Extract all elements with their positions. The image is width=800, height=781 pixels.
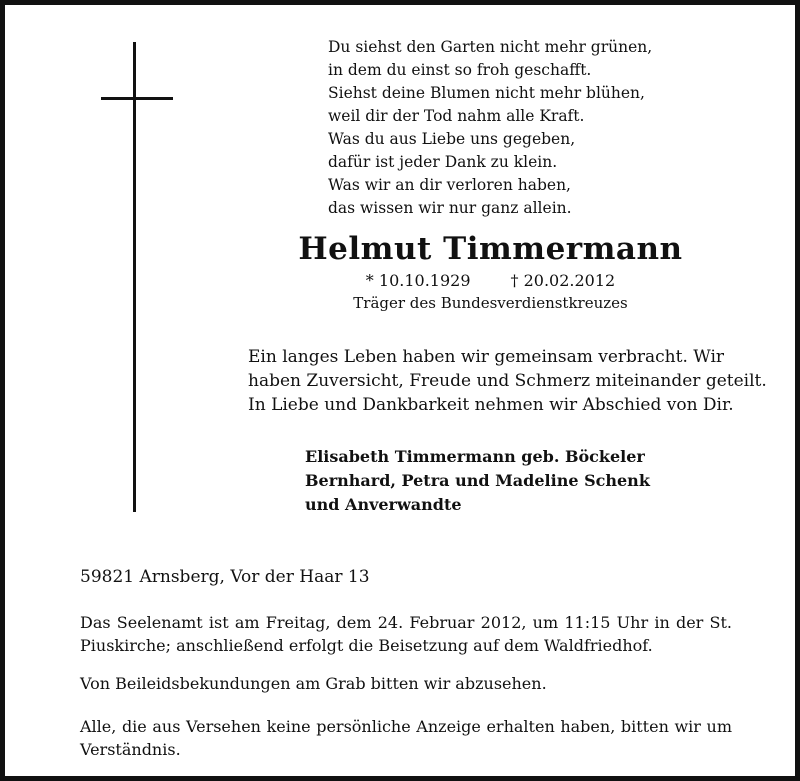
funeral-info: Das Seelenamt ist am Freitag, dem 24. Februar 2012, um 11:15 Uhr in der St. Piuskirche; anschließend erfolgt die Beisetzung auf dem Waldfriedhof. xyxy=(80,613,732,655)
poem-line: das wissen wir nur ganz allein. xyxy=(328,199,572,217)
poem-line: Was wir an dir verloren haben, xyxy=(328,176,571,194)
death-date: † 20.02.2012 xyxy=(510,271,616,290)
message-line: haben Zuversicht, Freude und Schmerz miteinander geteilt. xyxy=(248,371,767,391)
poem xyxy=(328,36,668,220)
message-line: In Liebe und Dankbarkeit nehmen wir Abschied von Dir. xyxy=(248,395,734,415)
poem-line: dafür ist jeder Dank zu klein. xyxy=(328,153,558,171)
poem-line: Du siehst den Garten nicht mehr grünen, xyxy=(328,38,653,56)
birth-date: * 10.10.1929 xyxy=(365,271,471,290)
cross-icon xyxy=(133,42,136,512)
mourner-line: Bernhard, Petra und Madeline Schenk xyxy=(305,471,650,490)
deceased-name: Helmut Timmermann xyxy=(298,231,683,267)
life-dates xyxy=(248,270,733,292)
cross-icon-bar xyxy=(101,97,173,100)
award: Träger des Bundesverdienstkreuzes xyxy=(353,294,628,312)
poem-line: weil dir der Tod nahm alle Kraft. xyxy=(328,107,585,125)
address: 59821 Arnsberg, Vor der Haar 13 xyxy=(80,567,370,587)
poem-line: in dem du einst so froh geschafft. xyxy=(328,61,592,79)
farewell-message xyxy=(248,345,767,417)
poem-line: Siehst deine Blumen nicht mehr blühen, xyxy=(328,84,645,102)
mourner-line: Elisabeth Timmermann geb. Böckeler xyxy=(305,447,645,466)
condolence-note: Von Beileidsbekundungen am Grab bitten wir abzusehen. xyxy=(80,674,547,693)
poem-line: Was du aus Liebe uns gegeben, xyxy=(328,130,576,148)
message-line: Ein langes Leben haben wir gemeinsam verbracht. Wir xyxy=(248,347,725,367)
mourners xyxy=(305,445,745,517)
apology-note: Alle, die aus Versehen keine persönliche Anzeige erhalten haben, bitten wir um Verständnis. xyxy=(80,717,732,759)
mourner-line: und Anverwandte xyxy=(305,495,462,514)
